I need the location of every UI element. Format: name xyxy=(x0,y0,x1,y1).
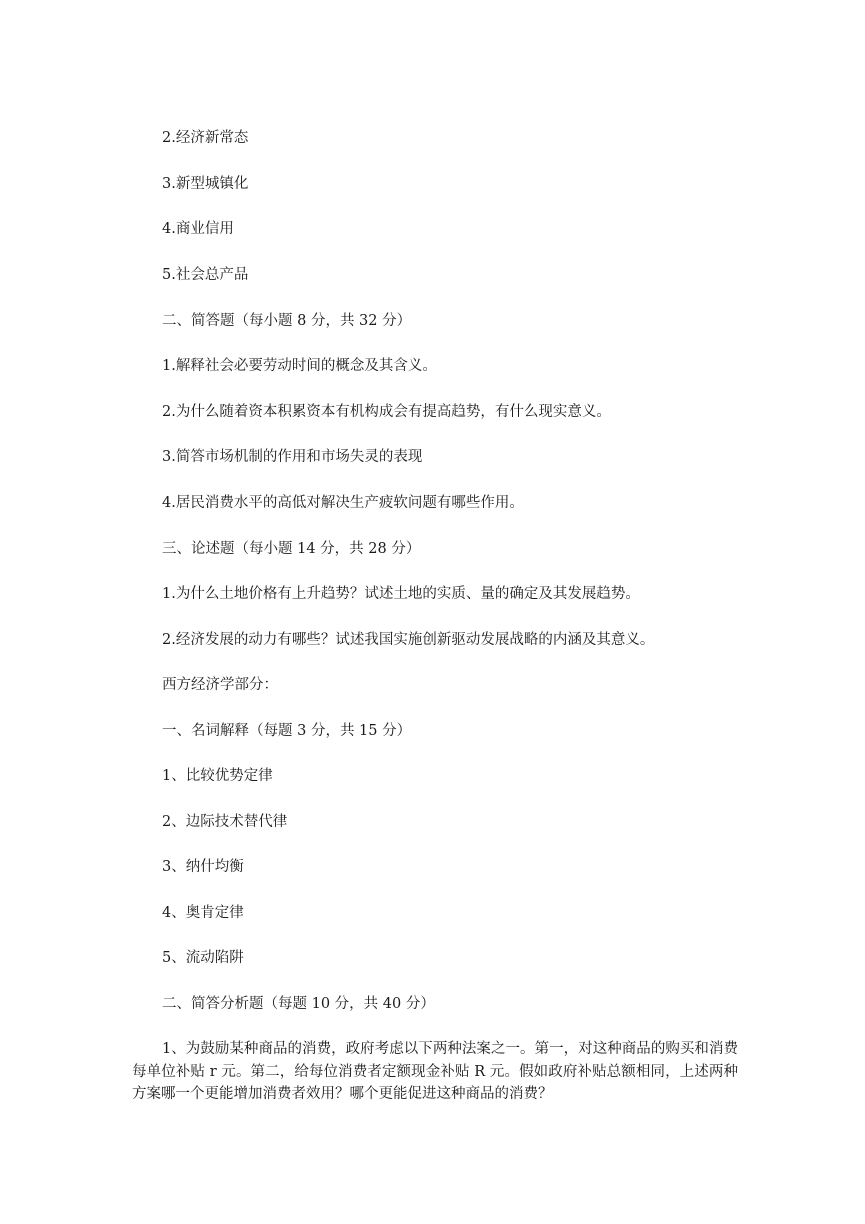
question-3: 3.简答市场机制的作用和市场失灵的表现 xyxy=(162,449,423,465)
item-new-urbanization: 3.新型城镇化 xyxy=(162,176,249,192)
term-1: 1、比较优势定律 xyxy=(162,768,273,784)
section-heading-short-answer: 二、简答题（每小题 8 分，共 32 分） xyxy=(162,313,412,329)
question-2: 2.为什么随着资本积累资本有机构成会有提高趋势，有什么现实意义。 xyxy=(162,404,611,420)
section-heading-analysis: 二、简答分析题（每题 10 分，共 40 分） xyxy=(162,996,435,1012)
term-4: 4、奥肯定律 xyxy=(162,905,244,921)
item-total-social-product: 5.社会总产品 xyxy=(162,267,249,283)
section-heading-essay: 三、论述题（每小题 14 分，共 28 分） xyxy=(162,541,421,557)
term-5: 5、流动陷阱 xyxy=(162,950,244,966)
item-economic-new-normal: 2.经济新常态 xyxy=(162,130,249,146)
essay-question-1: 1.为什么土地价格有上升趋势？试述土地的实质、量的确定及其发展趋势。 xyxy=(162,586,640,602)
item-commercial-credit: 4.商业信用 xyxy=(162,221,234,237)
term-2: 2、边际技术替代律 xyxy=(162,814,288,830)
essay-question-2: 2.经济发展的动力有哪些？试述我国实施创新驱动发展战略的内涵及其意义。 xyxy=(162,632,655,648)
section-heading-term-definitions: 一、名词解释（每题 3 分，共 15 分） xyxy=(162,723,412,739)
part-heading-western-economics: 西方经济学部分： xyxy=(162,677,278,693)
term-3: 3、纳什均衡 xyxy=(162,859,244,875)
question-1: 1.解释社会必要劳动时间的概念及其含义。 xyxy=(162,358,437,374)
analysis-question-1: 1、为鼓励某种商品的消费，政府考虑以下两种法案之一。第一，对这种商品的购买和消费每单位补贴 r 元。第二，给每位消费者定额现金补贴 R 元。假如政府补贴总额相同，上述两种方案哪一个更能增加消费者效用？哪个更能促进这种商品的消费？ xyxy=(132,1041,738,1102)
question-4: 4.居民消费水平的高低对解决生产疲软问题有哪些作用。 xyxy=(162,495,524,511)
